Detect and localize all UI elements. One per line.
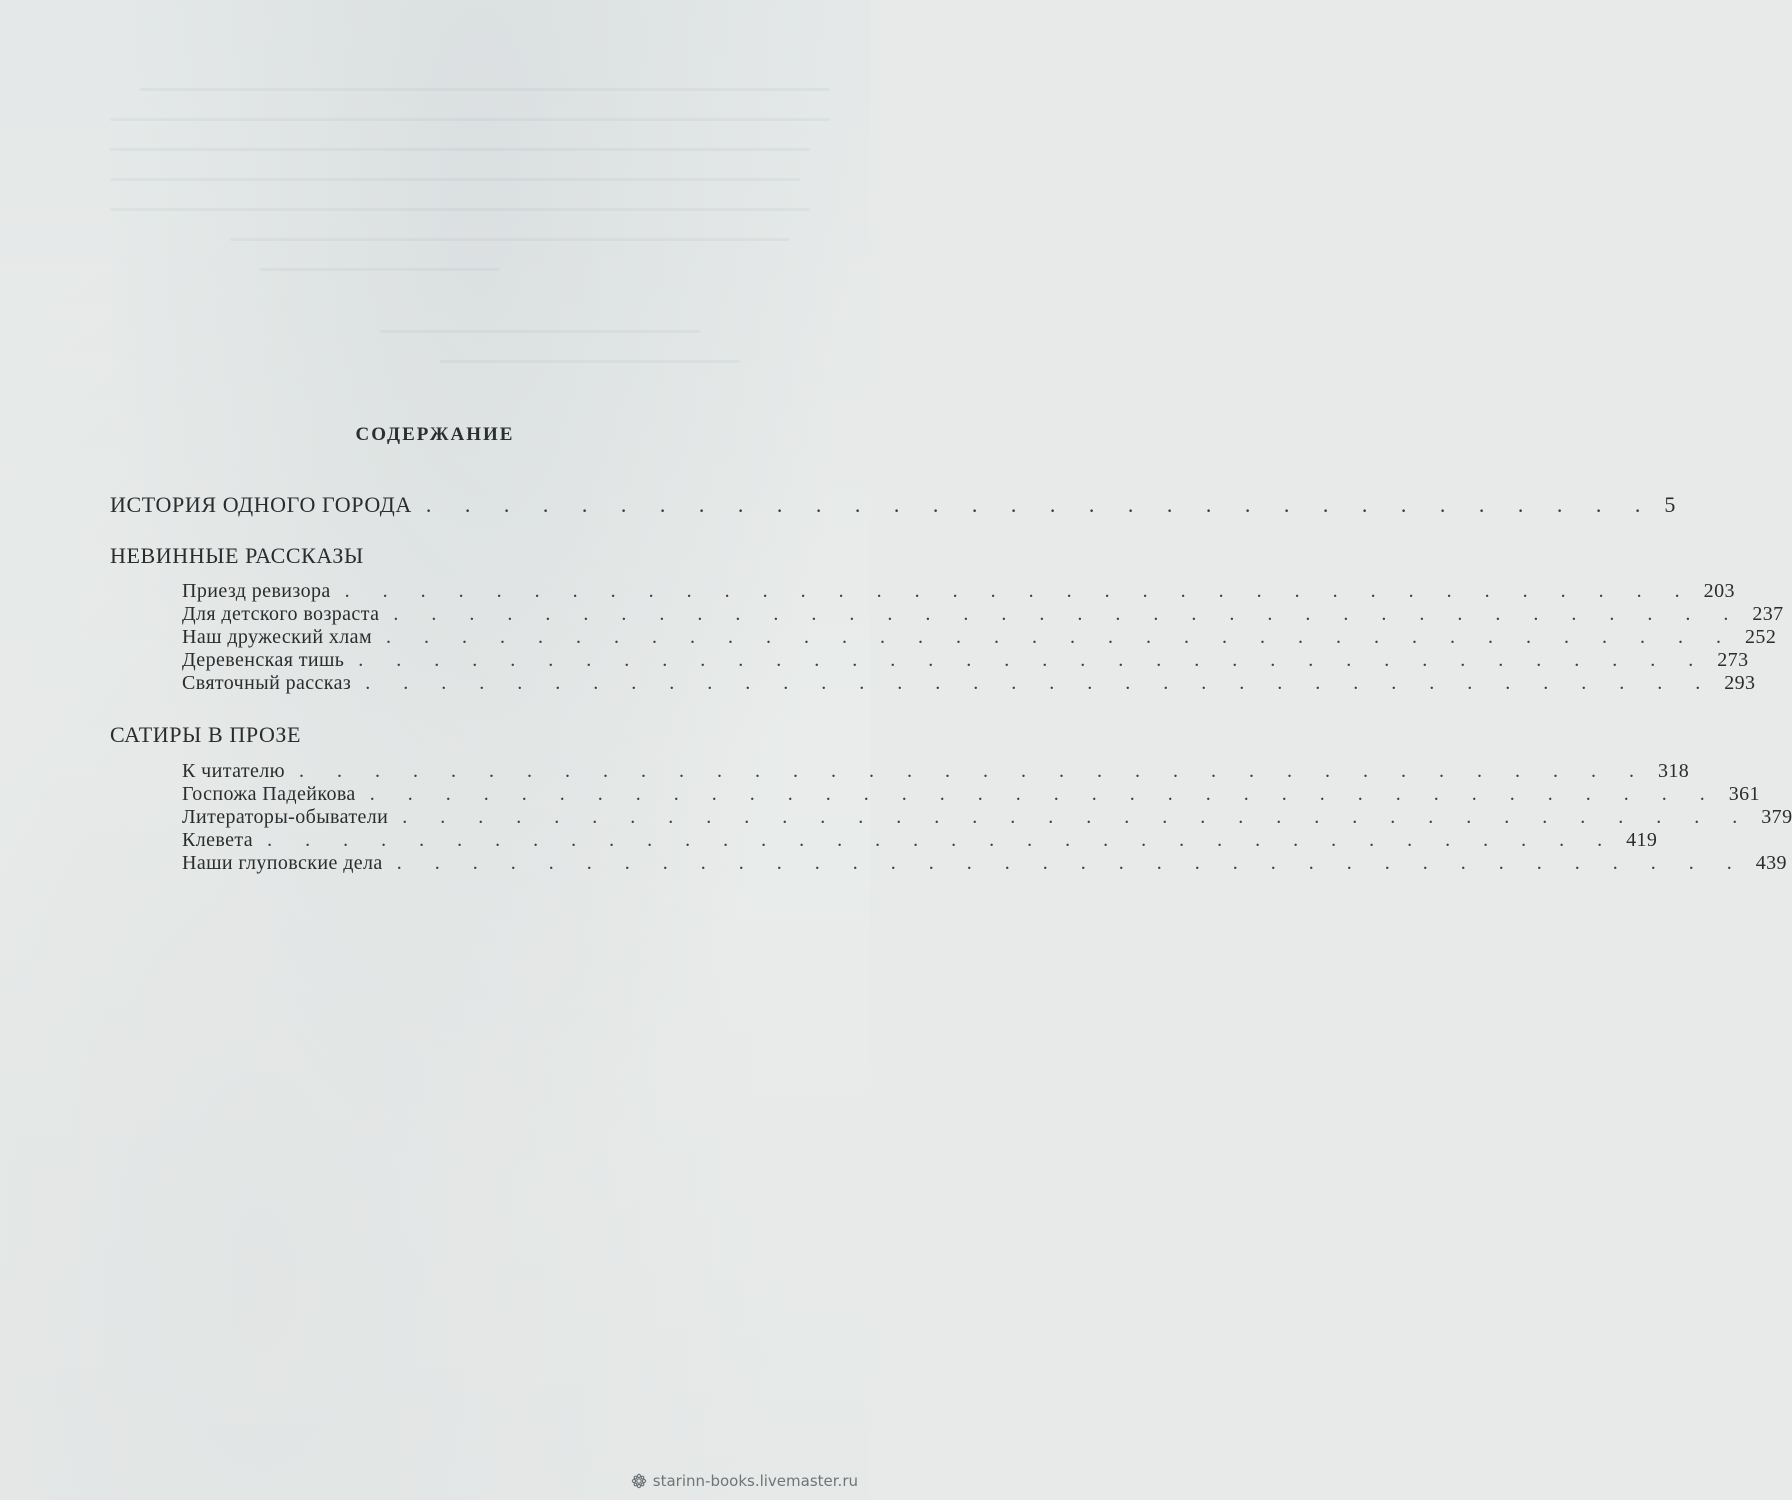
dot-leader: . . . . . . . . . . . . . . . . . . . . . . . . . . . . . . . . . . . . xyxy=(358,649,1708,671)
section-heading: САТИРЫ В ПРОЗЕ xyxy=(110,722,302,747)
dot-leader: . . . . . . . . . . . . . . . . . . . . . . . . . . . . . . . . . . . . xyxy=(344,580,1694,602)
toc-entry xyxy=(182,783,1760,806)
toc-page-number: 293 xyxy=(1724,672,1756,694)
toc-entry-label: Святочный рассказ xyxy=(182,672,352,694)
dot-leader: . . . . . . . . . . . . . . . . . . . . . . . . . . . . . . . . . . . . xyxy=(369,783,1719,805)
toc-entry xyxy=(182,672,1756,695)
toc-entry-label: Литераторы-обыватели xyxy=(182,806,389,828)
dot-leader: . . . . . . . . . . . . . . . . . . . . . . . . . . . . . . . . . . . . xyxy=(298,760,1648,782)
toc-entry-label: ИСТОРИЯ ОДНОГО ГОРОДА xyxy=(110,492,412,517)
toc-entry-label: К читателю xyxy=(182,760,285,782)
toc-entry-label: Для детского возраста xyxy=(182,603,380,625)
toc-entry-label: Госпожа Падейкова xyxy=(182,783,356,805)
dot-leader: . . . . . . . . . . . . . . . . . . . . . . . . . . . . . . . . . . . . xyxy=(267,829,1617,851)
toc-entry xyxy=(182,760,1690,783)
watermark-text: starinn-books.livemaster.ru xyxy=(652,1472,858,1490)
toc-entry xyxy=(182,603,1784,626)
toc-page-number: 419 xyxy=(1626,829,1658,851)
toc-entry-label: Клевета xyxy=(182,829,254,851)
bleed-through-line xyxy=(110,178,800,181)
dot-leader: . . . . . . . . . . . . . . . . . . . . . . . . . . . . . . . . xyxy=(425,492,1655,517)
toc-page-number: 203 xyxy=(1703,580,1735,602)
bleed-through-line xyxy=(230,238,790,241)
watermark xyxy=(631,1472,858,1490)
page-title: СОДЕРЖАНИЕ xyxy=(355,424,515,445)
toc-page-number: 252 xyxy=(1745,626,1777,648)
toc-entry xyxy=(182,580,1735,603)
toc-page-number: 273 xyxy=(1717,649,1749,671)
toc-page-number: 439 xyxy=(1755,852,1787,874)
section-heading: НЕВИННЫЕ РАССКАЗЫ xyxy=(110,543,364,568)
dot-leader: . . . . . . . . . . . . . . . . . . . . . . . . . . . . . . . . . . . . xyxy=(386,626,1736,648)
toc-entry xyxy=(110,492,1676,518)
toc-page-number: 237 xyxy=(1752,603,1784,625)
dot-leader: . . . . . . . . . . . . . . . . . . . . . . . . . . . . . . . . . . . . xyxy=(365,672,1715,694)
gear-flower-icon xyxy=(631,1473,647,1489)
toc-entry-label: Наш дружеский хлам xyxy=(182,626,373,648)
toc-entry xyxy=(182,626,1777,649)
bleed-through-line xyxy=(440,360,740,363)
dot-leader: . . . . . . . . . . . . . . . . . . . . . . . . . . . . . . . . . . . . xyxy=(402,806,1752,828)
bleed-through-line xyxy=(140,88,830,91)
bleed-through-line xyxy=(110,208,810,211)
toc-entry xyxy=(182,852,1787,875)
toc-page-number: 318 xyxy=(1657,760,1690,782)
toc-entry-label: Приезд ревизора xyxy=(182,580,331,602)
toc-entry-label: Деревенская тишь xyxy=(182,649,345,671)
toc-entry xyxy=(182,649,1749,672)
toc-page-number: 361 xyxy=(1728,783,1760,805)
toc-entry xyxy=(182,806,1792,829)
dot-leader: . . . . . . . . . . . . . . . . . . . . . . . . . . . . . . . . . . . . xyxy=(393,603,1743,625)
toc-page-number: 379 xyxy=(1761,806,1792,828)
bleed-through-line xyxy=(110,118,830,121)
dot-leader: . . . . . . . . . . . . . . . . . . . . . . . . . . . . . . . . . . . . xyxy=(396,852,1746,874)
bleed-through-line xyxy=(380,330,700,333)
toc-entry-label: Наши глуповские дела xyxy=(182,852,383,874)
toc-entry xyxy=(182,829,1658,852)
bleed-through-line xyxy=(260,268,500,271)
bleed-through-line xyxy=(110,148,810,151)
toc-page-number: 5 xyxy=(1664,492,1676,517)
